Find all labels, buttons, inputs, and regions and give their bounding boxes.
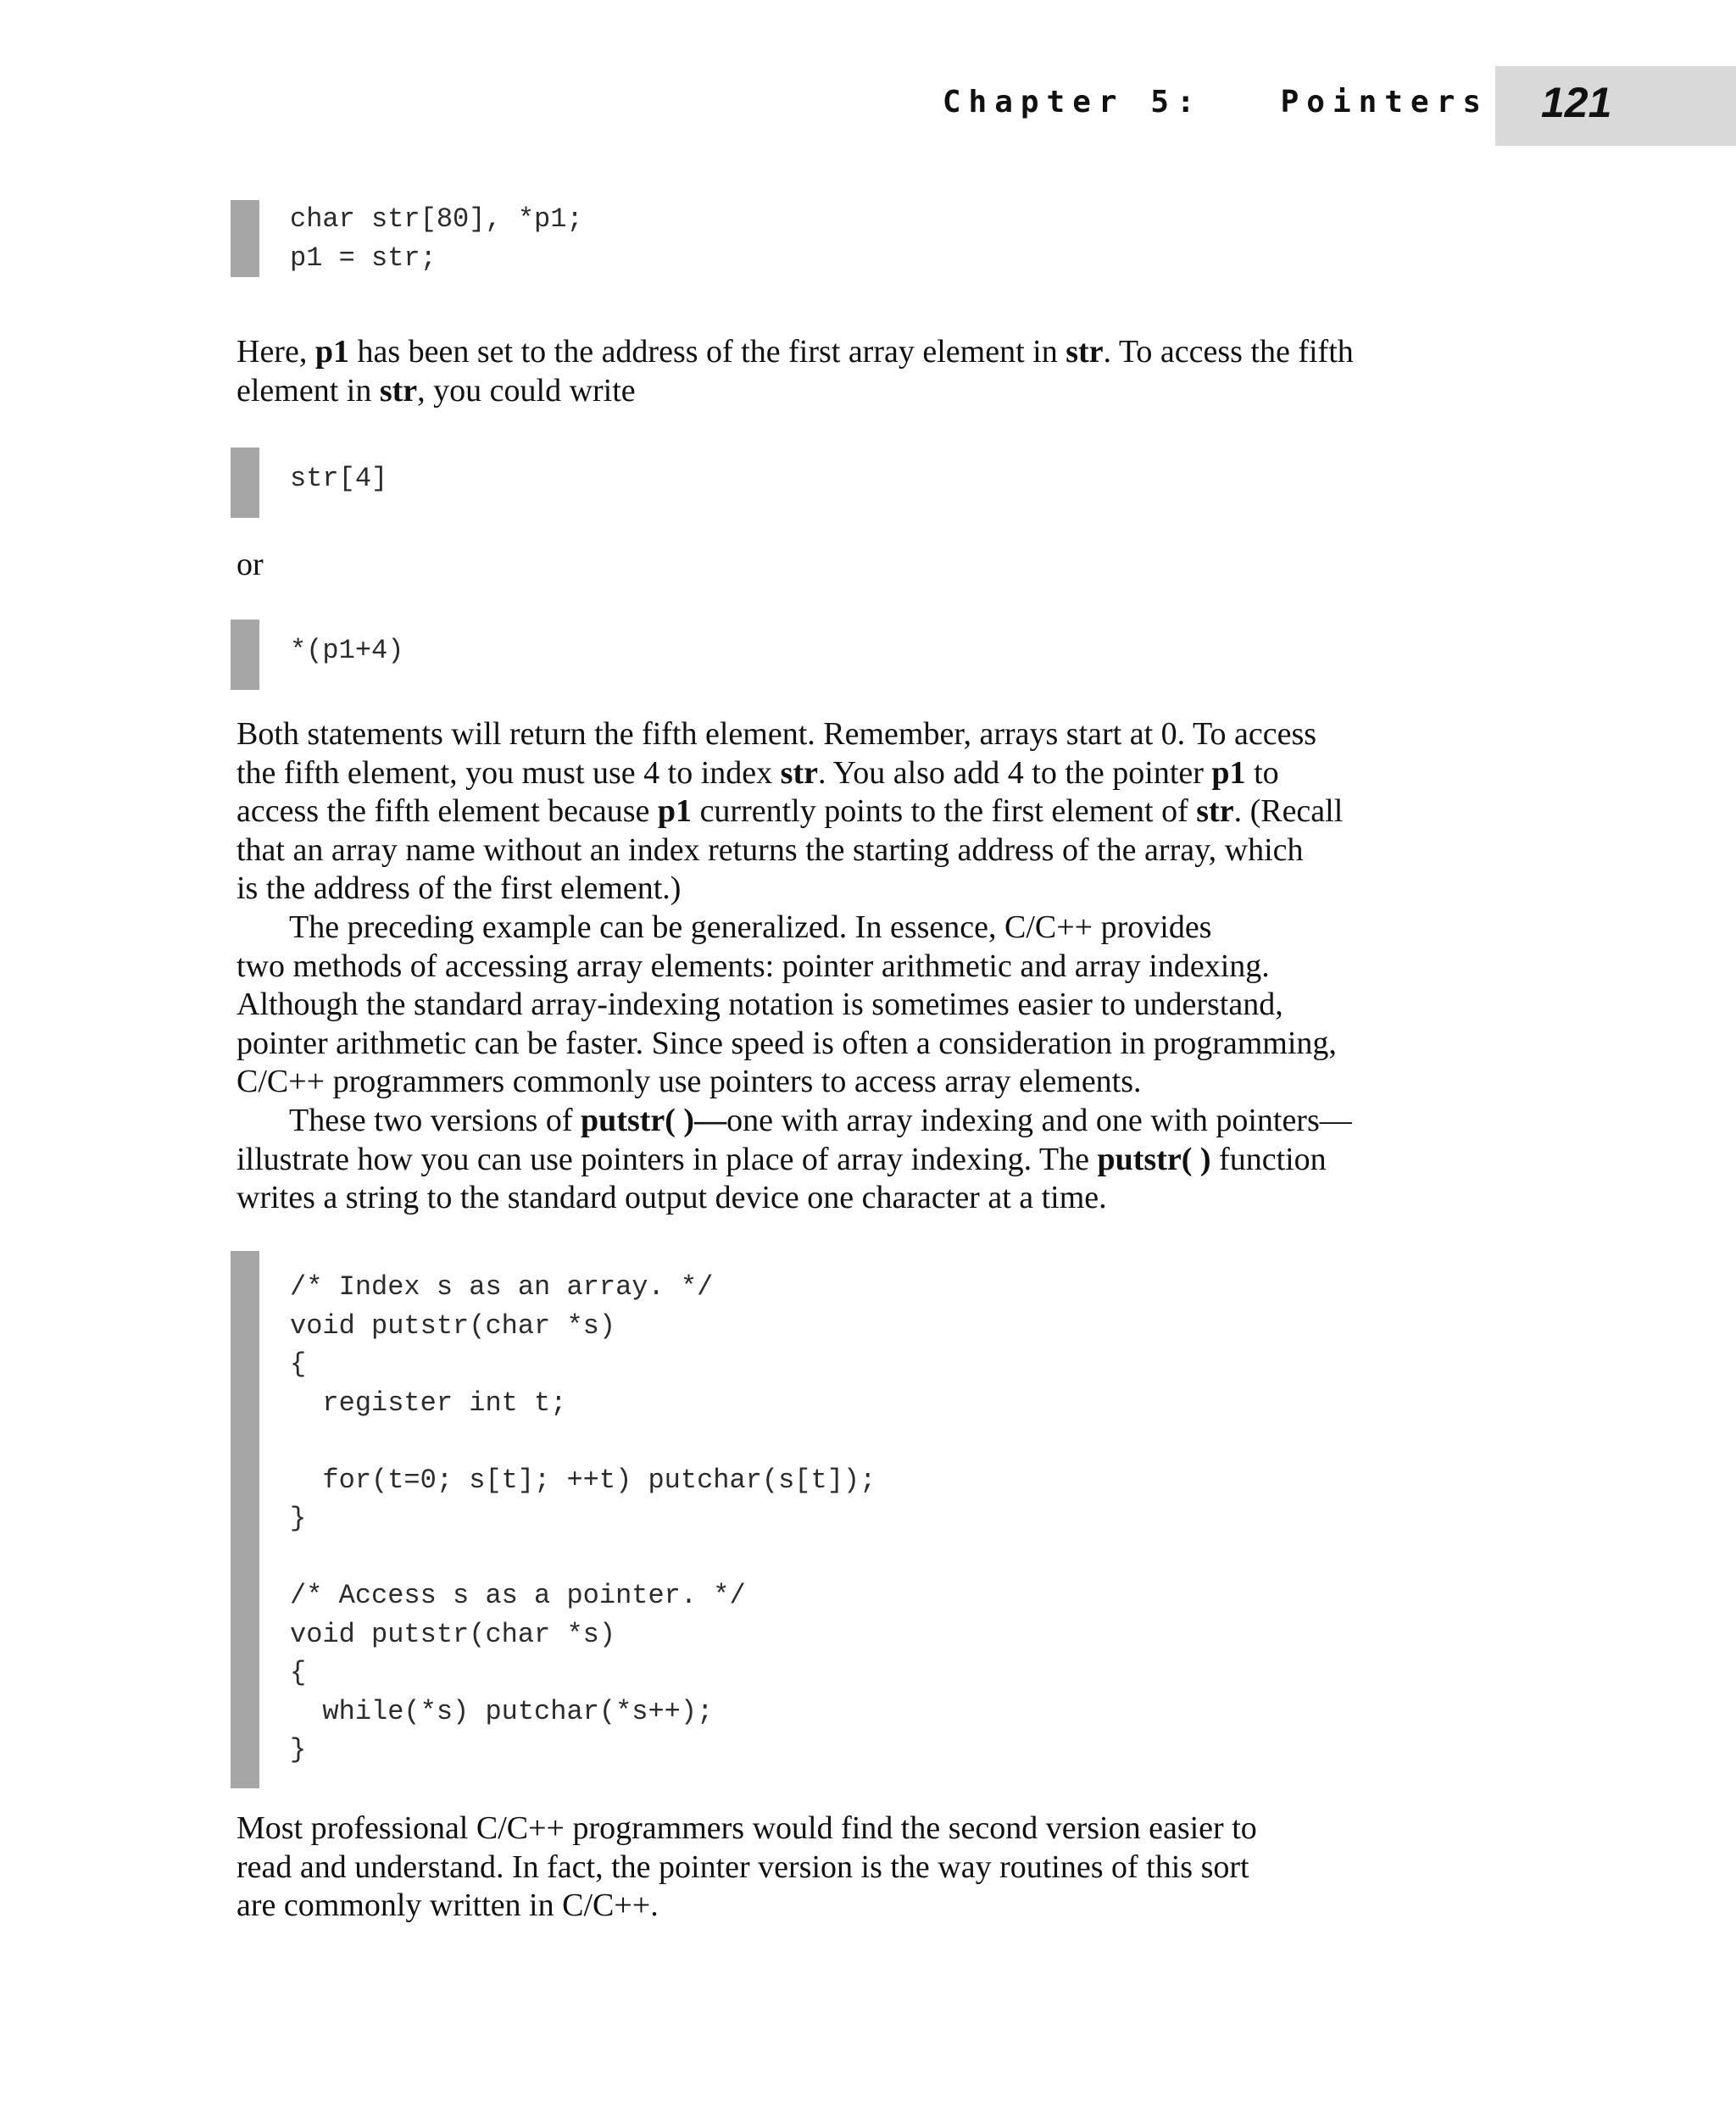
code-line: for(t=0; s[t]; ++t) putchar(s[t]); [290,1464,876,1496]
code-line: p1 = str; [290,242,437,274]
code-line: while(*s) putchar(*s++); [290,1695,714,1727]
code-line [290,1422,876,1461]
code-block-index [231,448,387,518]
page-header [0,66,1736,146]
code-line [290,1538,876,1577]
code-line: /* Index s as an array. */ [290,1271,714,1303]
code-line: register int t; [290,1387,567,1419]
paragraph-explanation: Both statements will return the fifth element. Remember, arrays start at 0. To access the fifth element, you must use 4 to index str. You also add 4 to the pointer p1 to access the fifth element because p1 currently points to the first element of str. (Recall that an array name without an index returns the starting address of the array, which is the address of the first element.) The preceding example can be generalized. In essence, C/C++ provides two methods of accessing array elements: pointer arithmetic and array indexing. Although the standard array-indexing notation is sometimes easier to understand, pointer arithmetic can be faster. Since speed is often a consideration in programming, C/C++ programmers commonly use pointers to access array elements. These two versions of putstr( )—one with array indexing and one with pointers— illustrate how you can use pointers in place of array indexing. The putstr( ) function writes a string to the standard output device one character at a time. [236,716,1352,1216]
code-line: { [290,1657,307,1688]
code-line: str[4] [290,463,388,494]
code-line: { [290,1348,307,1380]
code-line: *(p1+4) [290,635,404,666]
paragraph-intro: Here, p1 has been set to the address of the first array element in str. To access the fifth element in str, you could write [236,334,1354,409]
or-text: or [236,547,264,582]
code-line: } [290,1734,307,1765]
code-line: } [290,1503,307,1534]
page-number-tab [1495,66,1736,146]
paragraph-conclusion: Most professional C/C++ programmers would find the second version easier to read and understand. In fact, the pointer version is the way routines of this sort are commonly written in C/C++. [236,1810,1257,1924]
code-line: /* Access s as a pointer. */ [290,1580,746,1611]
code-line: void putstr(char *s) [290,1618,616,1650]
code-block-putstr [231,1251,876,1788]
code-block-declaration [231,200,583,277]
code-line: void putstr(char *s) [290,1309,616,1342]
chapter-title: Chapter 5: Pointers [942,85,1488,120]
page-number: 121 [1541,79,1612,126]
code-block-pointer-offset [231,620,403,690]
code-line: char str[80], *p1; [290,203,583,235]
